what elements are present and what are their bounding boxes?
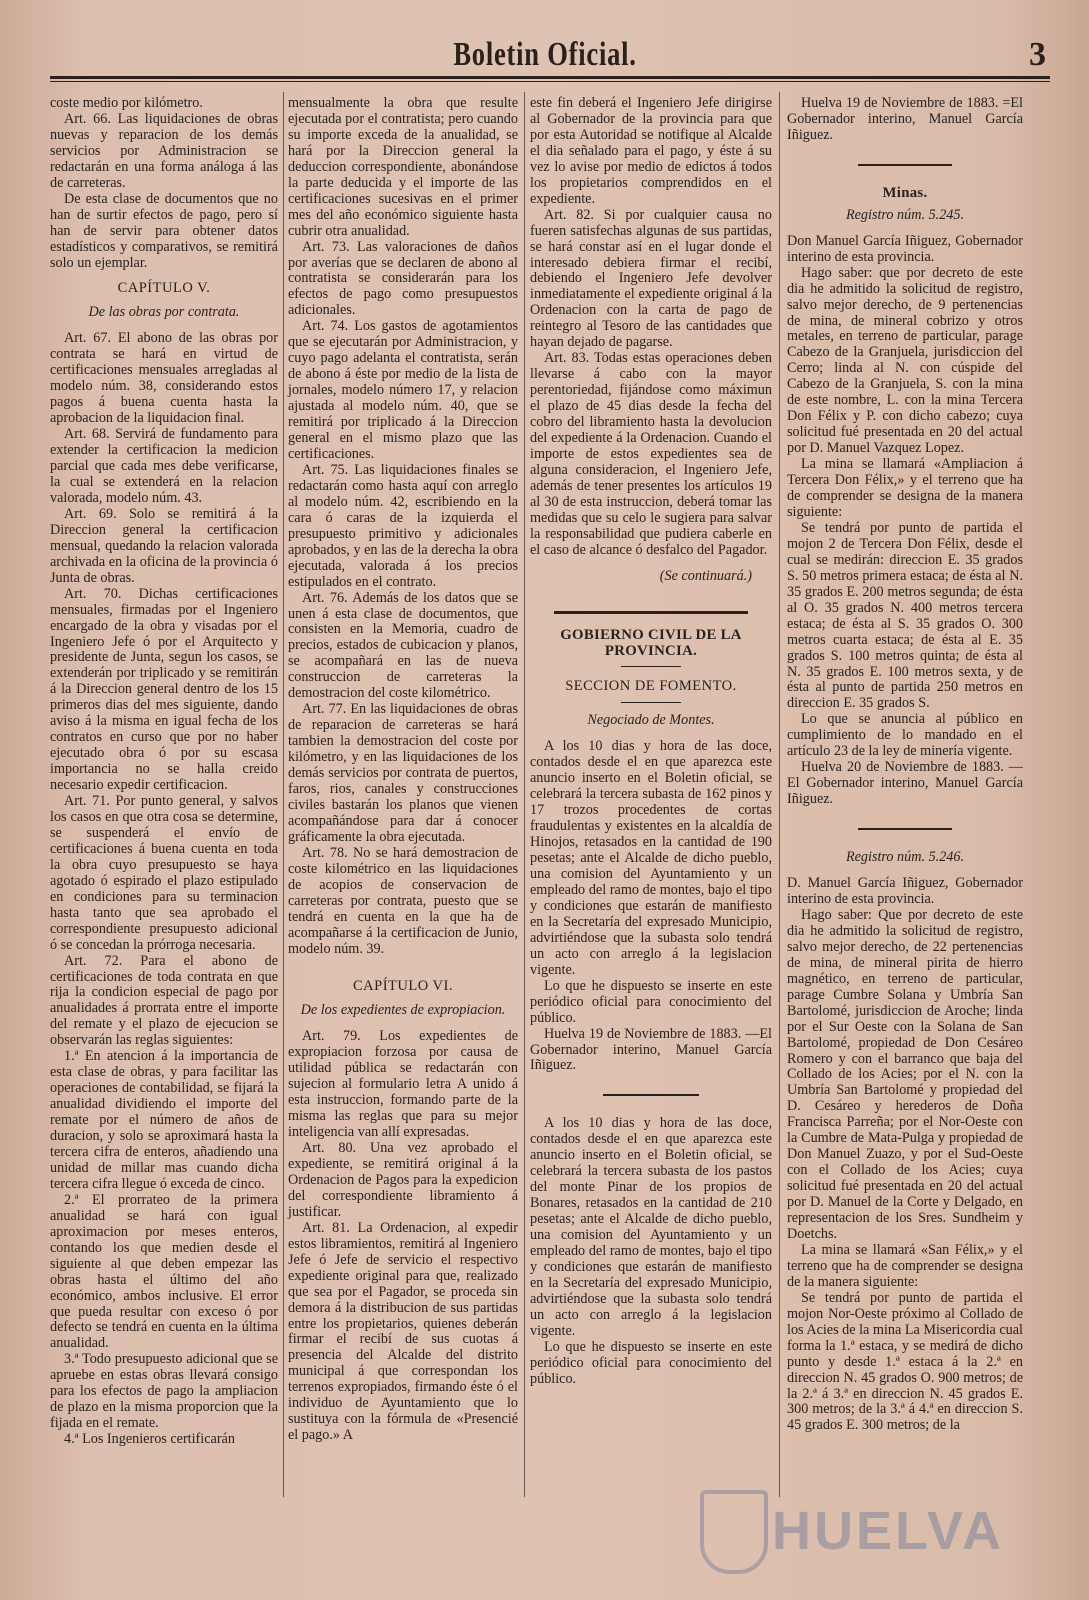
paragraph: Lo que se anuncia al público en cumplimiento de lo mandado en el artículo 23 de la ley de minería vigente. <box>787 711 1023 760</box>
paragraph: Don Manuel García Iñiguez, Gobernador interino de esta provincia. <box>787 232 1023 265</box>
rule-4: 4.ª Los Ingenieros certificarán <box>64 1431 235 1448</box>
separator <box>603 1094 700 1096</box>
column-divider <box>283 92 284 1497</box>
mines-heading: Minas. <box>882 184 928 201</box>
rule-1: 1.ª En atencion á la importancia de esta clase de obras, y para facilitar las operaciones de contabilidad, se fijará la anualidad dividiendo el importe del remate por el número de años de duracion, y solo se aproximará hasta la tercera cifra de enteros, añadiendo una unidad de millar mas cuando dicha tercera cifra llegue ó exceda de cinco. <box>50 1048 278 1192</box>
article-83: Art. 83. Todas estas operaciones deben llevarse á cabo con la mayor perentoriedad, fijándose como máximun el plazo de 45 dias desde la fecha del cobro del libramiento hasta la devolucion del expediente á la Ordenacion. Cuando el importe de estos expedientes sea de alguna consideracion, el Ingeniero Jefe, además de tener presentes los artículos 19 al 30 de esta instruccion, deberá tomar las medidas que su celo le sugiera para salvar la responsabilidad que pudiera caberle en el caso de alcance ó desfalco del Pagador. <box>530 350 772 558</box>
paragraph: De esta clase de documentos que no han de surtir efectos de pago, pero sí han de servir para obtener datos estadísticos y comparativos, se remitirá solo un ejemplar. <box>50 190 278 271</box>
chapter-subtitle: De las obras por contrata. <box>88 304 240 321</box>
registry-number: Registro núm. 5.245. <box>845 206 965 223</box>
article-81: Art. 81. La Ordenacion, al expedir estos libramientos, remitirá al Ingeniero Jefe ó Jefe de servicio el respectivo expediente original para que, realizado que sea por el Pagador, se proceda sin demora á la distribucion de sus partidas entre los propietarios, quienes deberán firmar el recibí de sus cuotas á presencia del Alcalde del distrito municipal á que correspondan los terrenos expropiados, firmando éste ó el individuo de Ayuntamiento que lo sustituya con la fórmula de «Presencié el pago.» A <box>288 1219 518 1444</box>
paragraph: Lo que he dispuesto se inserte en este periódico oficial para conocimiento del público. <box>530 1338 772 1387</box>
chapter-subtitle: De los expedientes de expropiacion. <box>300 1002 506 1019</box>
article-79: Art. 79. Los expedientes de expropiacion forzosa por causa de utilidad pública se redactarán con sujecion al formulario letra A unido á esta instruccion, formando parte de la misma las reglas que para su mejor inteligencia van allí expresadas. <box>288 1028 518 1141</box>
shield-icon <box>700 1490 768 1574</box>
auction-notice-2: A los 10 dias y hora de las doce, contados desde el en que aparezca este anuncio inserto en el Boletin oficial, se celebrará la tercera subasta de los pastos del monte Pinar de los propios de Bonares, retasados en la cantidad de 210 pesetas; ante el Alcalde de dicho pueblo, una comision del Ayuntamiento y un empleado del ramo de montes, bajo el tipo y condiciones que estarán de manifiesto en la Secretaría del expresado Municipio, advirtiéndose que la subasta solo tendrá un acto con arreglo á la legislacion vigente. <box>530 1115 772 1339</box>
page-header <box>40 30 1050 80</box>
article-67: Art. 67. El abono de las obras por contrata se hará en virtud de certificaciones mensuales arregladas al modelo núm. 38, considerando estos pagos á buena cuenta hasta la aprobacion de la liquidacion final. <box>50 330 278 427</box>
column-2 <box>288 96 518 1444</box>
column-4 <box>787 96 1023 1434</box>
column-divider <box>524 92 525 1497</box>
article-72: Art. 72. Para el abono de certificaciones de toda contrata en que rija la condicion especial de pago por anualidades á prorrata entre el importe del remate y el plazo de ejecucion se observarán las reglas siguientes: <box>50 952 278 1049</box>
library-watermark <box>700 1490 1030 1570</box>
chapter-heading: CAPÍTULO VI. <box>353 978 453 995</box>
column-divider <box>779 92 780 1497</box>
government-heading: GOBIERNO CIVIL DE LA PROVINCIA. <box>560 626 742 659</box>
office-subtitle: Negociado de Montes. <box>587 712 715 729</box>
column-3 <box>530 96 772 1388</box>
paragraph: D. Manuel García Iñiguez, Gobernador interino de esta provincia. <box>787 875 1023 907</box>
article-75: Art. 75. Las liquidaciones finales se redactarán como hasta aquí con arreglo al modelo núm. 42, escribiendo en la cara ó caras de la izquierda el presupuesto primitivo y adicionales aprobados, y en las de la derecha la obra ejecutada, valorada á los precios estipulados en el contrato. <box>288 461 518 590</box>
article-74: Art. 74. Los gastos de agotamientos que se ejecutarán por Administracion, y cuyo pago adelanta el contratista, serán de abono á éste por medio de la lista de jornales, modelo número 17, y relacion ajustada al modelo núm. 40, que se remitirá por triplicado á la Direccion general en el mismo plazo que las certificaciones. <box>288 318 518 462</box>
article-73: Art. 73. Las valoraciones de daños por averías que se declaren de abono al contratista se considerarán para los efectos de pago como presupuestos adicionales. <box>288 238 518 319</box>
paragraph: Hago saber: que por decreto de este dia he admitido la solicitud de registro, salvo mejor derecho, de 9 pertenencias de mina, de mineral cobrizo y otros metales, en terreno de particular, parage Cabezo de la Granjuela, jurisdiccion del Cerro; linda al N. con cúspide del Cabezo de la Granjuela, S. con la mina de este nombre, L. con la mina Tercera Don Félix y P. con dicho cabezo; cuya solicitud fué presentada en 20 del actual por D. Manuel Vazquez Lopez. <box>787 264 1023 457</box>
paragraph: Lo que he dispuesto se inserte en este periódico oficial para conocimiento del público. <box>530 977 772 1026</box>
separator <box>621 702 681 703</box>
header-rule-thin <box>50 81 1050 82</box>
article-69: Art. 69. Solo se remitirá á la Direccion general la certificacion mensual, quedando la relacion valorada archivada en la oficina de la provincia ó Junta de obras. <box>50 505 278 586</box>
article-71: Art. 71. Por punto general, y salvos los casos en que otra cosa se determine, se suspenderá el envío de certificaciones á buena cuenta en toda la obra cuyo presupuesto se haya agotado ó espirado el plazo estipulado en condiciones para su terminacion hasta tanto que sea aprobado el correspondiente presupuesto adicional ó se concedan la prórroga necesaria. <box>50 793 278 953</box>
paragraph: La mina se llamará «San Félix,» y el terreno que ha de comprender se designa de la manera siguiente: <box>787 1241 1023 1290</box>
article-76: Art. 76. Además de los datos que se unen á esta clase de documentos, que consisten en la Memoria, cuadro de precios, estados de cubicacion y planos, se acompañará en las de nueva construccion de carreteras la demostracion del coste kilométrico. <box>288 589 518 702</box>
rule-2: 2.ª El prorrateo de la primera anualidad se hará con igual aproximacion por meses enteros, contando los que medien desde el siguiente al que deben empezar las obras hasta el último del año económico, ambos inclusive. El error que pueda resultar con exceso ó por defecto se tendrá en cuenta en la última anualidad. <box>50 1191 278 1352</box>
article-66: Art. 66. Las liquidaciones de obras nuevas y reparacion de los demás servicios por Administracion se redactarán en una forma análoga á las de carreteras. <box>50 110 278 191</box>
separator <box>858 828 952 830</box>
column-1 <box>50 96 278 1448</box>
separator <box>621 666 681 667</box>
page-number: 3 <box>1029 36 1046 73</box>
continued-note: (Se continuará.) <box>659 567 752 584</box>
watermark-text: HUELVA <box>772 1501 1004 1561</box>
article-70: Art. 70. Dichas certificaciones mensuales, firmadas por el Ingeniero encargado de la obra y visadas por el Ingeniero Jefe ó por el Arquitecto y presidente de Junta, segun los casos, se extenderán por triplicado y se remitirán á la Direccion general dentro de los 15 primeros dias del mes siguiente, dando aviso á la misma en igual fecha de los contratos en curso que por no haber ejecutado obra ó por su escasa importancia no se halla creido necesario expedir certificacion. <box>50 585 278 794</box>
newspaper-title: Boletin Oficial. <box>453 36 637 73</box>
section-heading: SECCION DE FOMENTO. <box>565 677 737 694</box>
signature-line: Huelva 20 de Noviembre de 1883. —El Gobernador interino, Manuel García Iñiguez. <box>787 759 1023 808</box>
paragraph: coste medio por kilómetro. <box>50 95 203 111</box>
chapter-heading: CAPÍTULO V. <box>117 280 211 297</box>
rule-3: 3.ª Todo presupuesto adicional que se apruebe en estas obras llevará consigo para los efectos de pago la ampliacion de plazo en la misma proporcion que la fijada en el remate. <box>50 1351 278 1432</box>
paragraph: La mina se llamará «Ampliacion á Tercera Don Félix,» y el terreno que ha de comprender se designa de la manera siguiente: <box>787 456 1023 520</box>
paragraph: este fin deberá el Ingeniero Jefe dirigirse al Gobernador de la provincia para que por esta Autoridad se notifique al Alcalde el dia señalado para el pago, y éste á su vez lo avise por medio de edictos á todos los propietarios comprendidos en el expediente. <box>530 95 772 207</box>
paragraph: Hago saber: Que por decreto de este dia he admitido la solicitud de registro, salvo mejor derecho, de 22 pertenencias de mina, de mineral pirita de hierro magnético, en terreno de particular, parage Cumbre Solana y Umbría San Bartolomé, jurisdiccion de Aroche; linda por el Sur Oeste con la Solana de San Bartolomé, propiedad de Don Cesáreo Romero y con el barranco que baja del Collado de los Acies; por el N. con la Umbría San Bartolomé y propiedad del D. Cesáreo y herederos de Doña Francisca Parreña; por el Nor-Oeste con la Cumbre de Mata-Pulga y propiedad de Don Manuel Zuazo, y por el Sud-Oeste con el Collado de los Acies; cuya solicitud fué presentada en 20 del actual por D. Manuel de la Corte y Delgado, en representacion de los Sres. Sundheim y Doetchs. <box>787 906 1023 1242</box>
paragraph: Se tendrá por punto de partida el mojon Nor-Oeste próximo al Collado de los Acies de la mina La Misericordia cual forma la 1.ª estaca, y se medirá de dicho punto y desde 1.ª estaca á la 2.ª en direccion N. 45 grados O. 900 metros; de la 2.ª á 3.ª en direccion N. 45 grados E. 300 metros; de la 3.ª á 4.ª en direccion S. 45 grados E. 300 metros; de la <box>787 1289 1023 1434</box>
paragraph: Se tendrá por punto de partida el mojon 2 de Tercera Don Félix, desde el cual se medirán: direccion E. 35 grados S. 50 metros primera estaca; de ésta al N. 35 grados E. 200 metros segunda; de ésta al O. 35 grados N. 400 metros tercera estaca; de ésta al S. 35 grados O. 300 metros cuarta estaca; de ésta al E. 35 grados S. 100 metros quinta; de ésta al N. 35 grados E. 100 metros sexta, y de ésta al punto de partida 250 metros en direccion E. 35 grados S. <box>787 519 1023 712</box>
article-78: Art. 78. No se hará demostracion de coste kilométrico en las liquidaciones de acopios de conservacion de carreteras por contrata, puesto que se tendrá en cuenta en la que ha de acompañarse á la certificacion de Junio, modelo núm. 39. <box>288 844 518 957</box>
article-80: Art. 80. Una vez aprobado el expediente, se remitirá original á la Ordenacion de Pagos para la expedicion del correspondiente libramiento á justificar. <box>288 1140 518 1220</box>
article-82: Art. 82. Si por cualquier causa no fueren satisfechas algunas de sus partidas, se hará constar así en el lugar donde el interesado debiera firmar el recibí, debiendo el Ingeniero Jefe devolver inmediatamente el expediente original á la Ordenacion con la carta de pago de reintegro al Tesoro de las cantidades que hayan dejado de pagarse. <box>530 206 772 351</box>
signature-line: Huelva 19 de Noviembre de 1883. —El Gobernador interino, Manuel García Iñiguez. <box>530 1025 772 1074</box>
paragraph: mensualmente la obra que resulte ejecutada por el contratista; pero cuando su importe exceda de la anualidad, se hará por la Direccion general la deduccion correspondiente, abonándose la parte deducida y el importe de las certificaciones sucesivas en el primer mes del año económico siguiente hasta cubrir otra anualidad. <box>288 95 518 239</box>
article-77: Art. 77. En las liquidaciones de obras de reparacion de carreteras se hará tambien la demostracion del coste por kilómetro, y en las liquidaciones de los demás servicios por contrata de puertos, faros, rios, canales y construcciones civiles bastarán los planos que vienen acompañándose para dar á conocer gráficamente la obra ejecutada. <box>288 701 518 845</box>
auction-notice-1: A los 10 dias y hora de las doce, contados desde el en que aparezca este anuncio inserto en el Boletin oficial, se celebrará la tercera subasta de 162 pinos y 17 trozos procedentes de cortas fraudulentas y existentes en la alcaldía de Hinojos, retasados en la cantidad de 190 pesetas; ante el Alcalde de dicho pueblo, una comision del Ayuntamiento y un empleado del ramo de montes, bajo el tipo y condiciones que estarán de manifiesto en la Secretaría del expresado Municipio, advirtiéndose que la subasta solo tendrá un acto con arreglo á la legislacion vigente. <box>530 738 772 978</box>
header-rule <box>50 76 1050 79</box>
separator <box>858 164 952 166</box>
signature-line: Huelva 19 de Noviembre de 1883. =El Gobernador interino, Manuel García Iñiguez. <box>787 95 1023 143</box>
registry-number: Registro núm. 5.246. <box>845 849 965 866</box>
section-separator <box>554 611 748 614</box>
article-68: Art. 68. Servirá de fundamento para extender la certificacion la medicion parcial que cada mes debe verificarse, la cual se extenderá en la relacion valorada, modelo núm. 43. <box>50 426 278 506</box>
